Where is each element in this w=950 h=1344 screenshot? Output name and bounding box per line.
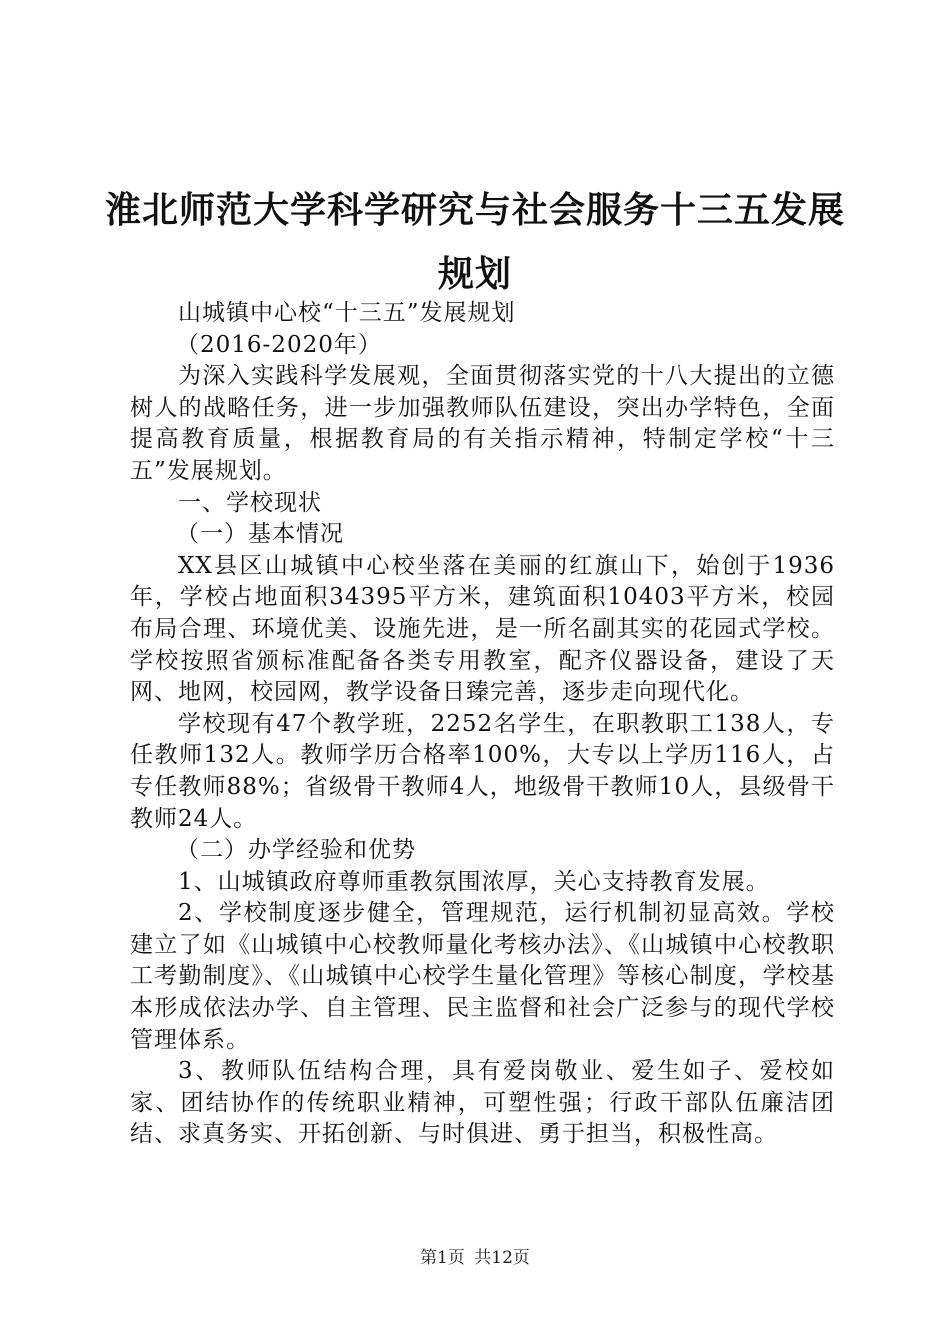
page-number: 第1页 — [420, 1248, 465, 1268]
plan-subtitle: 山城镇中心校“十三五”发展规划 — [178, 300, 516, 326]
subsection-heading-advantages: （二）办学经验和优势 — [176, 837, 416, 864]
document-title: 淮北师范大学科学研究与社会服务十三五发展规划 — [104, 189, 845, 295]
advantage-item-3: 3、教师队伍结构合理，具有爱岗敬业、爱生如子、爱校如家、团结协作的传统职业精神，可塑性强；行政干部队伍廉洁团结、求真务实、开拓创新、与时俱进、勇于担当，积极性高。 — [130, 1058, 835, 1148]
advantage-item-1: 1、山城镇政府尊师重教氛围浓厚，关心支持教育发展。 — [178, 868, 770, 895]
intro-paragraph: 为深入实践科学发展观，全面贯彻落实党的十八大提出的立德树人的战略任务，进一步加强教师队伍建设，突出办学特色，全面提高教育质量，根据教育局的有关指示精神，特制定学校“十三五”发展规划。 — [130, 363, 835, 484]
document-body — [130, 298, 835, 1151]
page-total: 共12页 — [474, 1248, 530, 1268]
advantage-item-2: 2、学校制度逐步健全，管理规范，运行机制初显高效。学校建立了如《山城镇中心校教师量化考核办法》、《山城镇中心校教职工考勤制度》、《山城镇中心校学生量化管理》等核心制度，学校基本形成依法办学、自主管理、民主监督和社会广泛参与的现代学校管理体系。 — [130, 900, 835, 1053]
subsection-heading-basic: （一）基本情况 — [176, 521, 344, 548]
basic-info-paragraph: XX县区山城镇中心校坐落在美丽的红旗山下，始创于1936年，学校占地面积34395平方米，建筑面积10403平方米，校园布局合理、环境优美、设施先进，是一所名副其实的花园式学校。学校按照省颁标准配备各类专用教室，配齐仪器设备，建设了天网、地网，校园网，教学设备日臻完善，逐步走向现代化。 — [130, 552, 835, 706]
staff-info-paragraph: 学校现有47个教学班，2252名学生，在职教职工138人，专任教师132人。教师学历合格率100%，大专以上学历116人，占专任教师88%；省级骨干教师4人，地级骨干教师10人，县级骨干教师24人。 — [130, 710, 835, 832]
section-heading-status: 一、学校现状 — [178, 489, 322, 516]
plan-years: （2016-2020年） — [176, 331, 382, 358]
page-footer — [0, 1243, 950, 1268]
